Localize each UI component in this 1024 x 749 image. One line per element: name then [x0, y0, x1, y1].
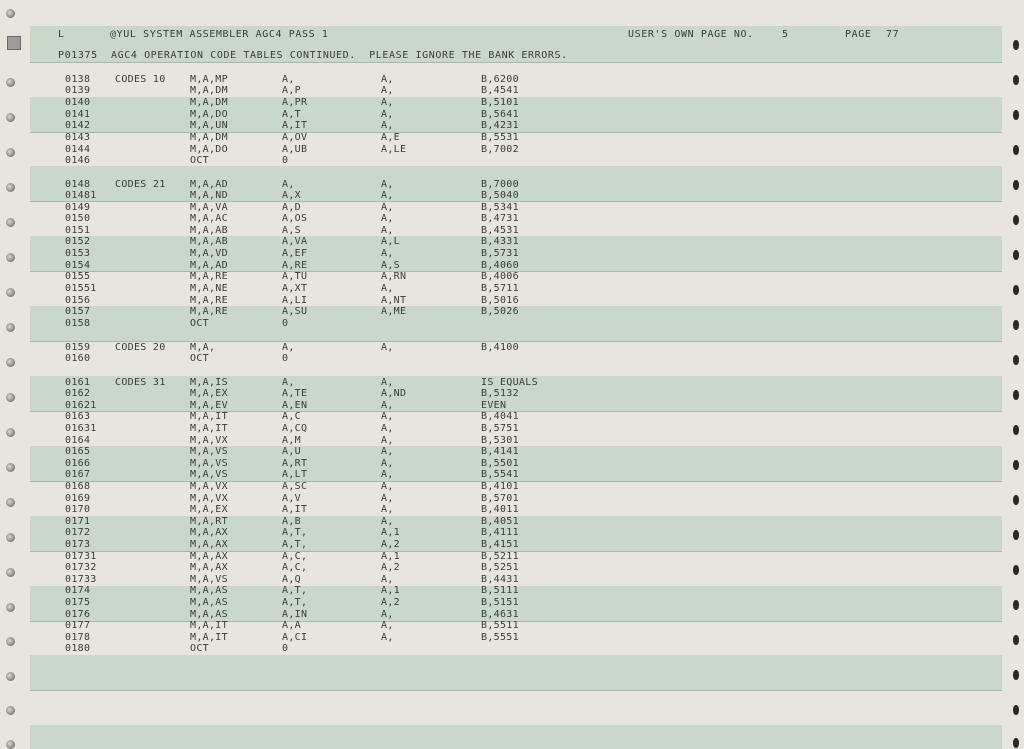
feed-hole [6, 533, 15, 542]
feed-hole [6, 706, 15, 715]
row-a2: A,2 [381, 597, 400, 608]
row-op: M,A,AB [190, 225, 228, 236]
row-op: M,A,VS [190, 574, 228, 585]
row-op: M,A,MP [190, 74, 228, 85]
row-b: B,5541 [481, 469, 519, 480]
row-a1: A,TU [282, 271, 308, 282]
row-a1: A, [282, 179, 295, 190]
feed-hole [6, 358, 15, 367]
row-a1: A,A [282, 620, 301, 631]
row-op: M,A,UN [190, 120, 228, 131]
feed-hole [1013, 215, 1019, 225]
row-op: M,A,IT [190, 411, 228, 422]
feed-hole [1013, 460, 1019, 470]
row-b: B,5151 [481, 597, 519, 608]
row-op: M,A,IS [190, 377, 228, 388]
row-b: B,5301 [481, 435, 519, 446]
row-num: 0174 [65, 585, 91, 596]
feed-hole [1013, 355, 1019, 365]
row-num: 0160 [65, 353, 91, 364]
row-b: B,6200 [481, 74, 519, 85]
row-b: B,4101 [481, 481, 519, 492]
feed-hole [1013, 635, 1019, 645]
row-a1: A, [282, 377, 295, 388]
row-a1: A,OV [282, 132, 308, 143]
row-b: B,4151 [481, 539, 519, 550]
row-a2: A, [381, 493, 394, 504]
feed-hole [1013, 495, 1019, 505]
row-b: B,4141 [481, 446, 519, 457]
row-op: M,A,AS [190, 609, 228, 620]
row-b: B,5501 [481, 458, 519, 469]
row-num: 0152 [65, 236, 91, 247]
row-a1: A,EF [282, 248, 308, 259]
row-a1: A,XT [282, 283, 308, 294]
row-b: B,5026 [481, 306, 519, 317]
row-op: M,A,VX [190, 435, 228, 446]
row-op: OCT [190, 643, 209, 654]
row-a1: A,C, [282, 551, 308, 562]
row-a1: A,T [282, 109, 301, 120]
row-num: 0162 [65, 388, 91, 399]
users-page-number: 5 [782, 29, 789, 40]
feed-hole [6, 148, 15, 157]
feed-hole [6, 498, 15, 507]
row-b: B,4041 [481, 411, 519, 422]
row-a2: A, [381, 225, 394, 236]
row-op: M,A,AS [190, 597, 228, 608]
row-label: CODES 10 [115, 74, 166, 85]
row-b: B,5731 [481, 248, 519, 259]
row-num: 01731 [65, 551, 97, 562]
row-a1: 0 [282, 318, 289, 329]
row-op: M,A, [190, 342, 216, 353]
row-num: 0141 [65, 109, 91, 120]
row-a1: A,RE [282, 260, 308, 271]
row-num: 0161 [65, 377, 91, 388]
row-num: 0159 [65, 342, 91, 353]
row-b: B,4231 [481, 120, 519, 131]
row-a1: 0 [282, 643, 289, 654]
feed-hole [6, 9, 15, 18]
row-op: M,A,IT [190, 632, 228, 643]
row-a1: A,C [282, 411, 301, 422]
row-num: 0151 [65, 225, 91, 236]
row-b: B,4431 [481, 574, 519, 585]
row-op: M,A,RE [190, 271, 228, 282]
row-num: 01732 [65, 562, 97, 573]
row-label: CODES 20 [115, 342, 166, 353]
row-a2: A,S [381, 260, 400, 271]
row-a1: A,RT [282, 458, 308, 469]
feed-hole [6, 323, 15, 332]
row-a2: A, [381, 213, 394, 224]
row-a1: A,T, [282, 539, 308, 550]
row-b: B,5016 [481, 295, 519, 306]
row-b: B,5701 [481, 493, 519, 504]
row-a1: A,SU [282, 306, 308, 317]
row-a2: A,NT [381, 295, 407, 306]
row-a1: A,X [282, 190, 301, 201]
row-b: B,5101 [481, 97, 519, 108]
row-num: 0164 [65, 435, 91, 446]
row-a2: A, [381, 109, 394, 120]
row-num: 01551 [65, 283, 97, 294]
feed-hole [6, 428, 15, 437]
row-b: B,4631 [481, 609, 519, 620]
row-a1: A,CI [282, 632, 308, 643]
feed-hole [6, 740, 15, 749]
row-num: 0149 [65, 202, 91, 213]
row-a2: A,2 [381, 539, 400, 550]
row-op: M,A,AB [190, 236, 228, 247]
row-a2: A, [381, 620, 394, 631]
row-op: M,A,RE [190, 295, 228, 306]
row-a1: A,U [282, 446, 301, 457]
feed-hole [6, 603, 15, 612]
row-op: M,A,VS [190, 458, 228, 469]
row-a2: A, [381, 411, 394, 422]
row-op: M,A,IT [190, 423, 228, 434]
row-num: 0171 [65, 516, 91, 527]
feed-hole [1013, 145, 1019, 155]
listing-marker: L [58, 29, 65, 40]
row-a2: A, [381, 190, 394, 201]
feed-hole [6, 78, 15, 87]
green-band [30, 655, 1002, 690]
row-b: B,5132 [481, 388, 519, 399]
margin-icon [7, 36, 21, 50]
row-op: M,A,AD [190, 260, 228, 271]
row-num: 0166 [65, 458, 91, 469]
row-b: B,4051 [481, 516, 519, 527]
row-num: 0180 [65, 643, 91, 654]
row-num: 0143 [65, 132, 91, 143]
row-a1: A,LI [282, 295, 308, 306]
row-b: B,5641 [481, 109, 519, 120]
row-a2: A, [381, 504, 394, 515]
page-label: PAGE [845, 29, 872, 40]
row-a2: A, [381, 469, 394, 480]
feed-hole [1013, 600, 1019, 610]
row-num: 0170 [65, 504, 91, 515]
row-num: 0154 [65, 260, 91, 271]
row-a1: A,TE [282, 388, 308, 399]
row-a1: A,IT [282, 120, 308, 131]
row-b: B,5711 [481, 283, 519, 294]
feed-hole [1013, 75, 1019, 85]
row-num: 0139 [65, 85, 91, 96]
row-op: M,A,VD [190, 248, 228, 259]
row-op: M,A,DO [190, 144, 228, 155]
row-a2: A, [381, 179, 394, 190]
feed-hole [1013, 670, 1019, 680]
row-b: B,5751 [481, 423, 519, 434]
row-num: 0155 [65, 271, 91, 282]
row-num: 01631 [65, 423, 97, 434]
row-num: 0177 [65, 620, 91, 631]
feed-hole [6, 568, 15, 577]
row-b: B,5040 [481, 190, 519, 201]
row-a1: A,IN [282, 609, 308, 620]
row-a2: A,ND [381, 388, 407, 399]
row-b: B,5111 [481, 585, 519, 596]
row-op: M,A,VA [190, 202, 228, 213]
row-a2: A, [381, 377, 394, 388]
row-a2: A, [381, 283, 394, 294]
feed-hole [6, 183, 15, 192]
feed-hole [6, 672, 15, 681]
row-op: M,A,AX [190, 551, 228, 562]
row-b: B,5251 [481, 562, 519, 573]
row-num: 0158 [65, 318, 91, 329]
row-a2: A,1 [381, 527, 400, 538]
row-b: EVEN [481, 400, 507, 411]
row-op: M,A,RT [190, 516, 228, 527]
row-num: 0169 [65, 493, 91, 504]
row-op: M,A,AX [190, 527, 228, 538]
row-a2: A, [381, 74, 394, 85]
row-a1: A,UB [282, 144, 308, 155]
band-rule [30, 62, 1002, 63]
row-num: 01733 [65, 574, 97, 585]
row-num: 0157 [65, 306, 91, 317]
row-op: M,A,RE [190, 306, 228, 317]
row-num: 0146 [65, 155, 91, 166]
row-a2: A, [381, 248, 394, 259]
row-op: M,A,EX [190, 504, 228, 515]
row-a2: A, [381, 481, 394, 492]
right-feed-holes [996, 0, 1024, 749]
row-b: B,4060 [481, 260, 519, 271]
row-op: M,A,IT [190, 620, 228, 631]
feed-hole [1013, 738, 1019, 748]
row-a1: A,CQ [282, 423, 308, 434]
row-a2: A, [381, 435, 394, 446]
row-b: B,5211 [481, 551, 519, 562]
row-a1: A,M [282, 435, 301, 446]
row-num: 0156 [65, 295, 91, 306]
row-a2: A, [381, 574, 394, 585]
row-a2: A, [381, 342, 394, 353]
row-b: B,5531 [481, 132, 519, 143]
row-a2: A, [381, 85, 394, 96]
row-num: 0173 [65, 539, 91, 550]
listing-subtitle: P01375 AGC4 OPERATION CODE TABLES CONTINUED. PLEASE IGNORE THE BANK ERRORS. [58, 50, 568, 61]
feed-hole [6, 393, 15, 402]
feed-hole [1013, 390, 1019, 400]
row-b: B,4011 [481, 504, 519, 515]
row-a2: A,LE [381, 144, 407, 155]
row-a1: A,OS [282, 213, 308, 224]
row-b: B,4006 [481, 271, 519, 282]
row-op: M,A,ND [190, 190, 228, 201]
row-num: 0153 [65, 248, 91, 259]
row-a2: A, [381, 202, 394, 213]
row-num: 0178 [65, 632, 91, 643]
row-a2: A, [381, 423, 394, 434]
row-num: 0165 [65, 446, 91, 457]
row-op: OCT [190, 353, 209, 364]
row-a1: A,T, [282, 585, 308, 596]
row-num: 0172 [65, 527, 91, 538]
row-op: M,A,DM [190, 97, 228, 108]
row-a2: A,ME [381, 306, 407, 317]
row-op: M,A,NE [190, 283, 228, 294]
feed-hole [1013, 180, 1019, 190]
row-b: B,7002 [481, 144, 519, 155]
row-a1: A,D [282, 202, 301, 213]
row-a1: 0 [282, 155, 289, 166]
feed-hole [6, 637, 15, 646]
row-num: 01621 [65, 400, 97, 411]
row-a1: A, [282, 342, 295, 353]
row-op: OCT [190, 155, 209, 166]
row-a1: A,SC [282, 481, 308, 492]
row-a2: A, [381, 120, 394, 131]
feed-hole [1013, 320, 1019, 330]
row-op: OCT [190, 318, 209, 329]
row-op: M,A,VX [190, 481, 228, 492]
row-a2: A,2 [381, 562, 400, 573]
row-b: B,5511 [481, 620, 519, 631]
row-a1: A,Q [282, 574, 301, 585]
row-a2: A,E [381, 132, 400, 143]
row-b: B,4531 [481, 225, 519, 236]
row-op: M,A,VS [190, 446, 228, 457]
row-a1: A,EN [282, 400, 308, 411]
row-a2: A,RN [381, 271, 407, 282]
row-num: 0168 [65, 481, 91, 492]
feed-hole [1013, 250, 1019, 260]
feed-hole [6, 218, 15, 227]
row-a2: A,1 [381, 551, 400, 562]
row-b: B,7000 [481, 179, 519, 190]
row-b: B,5341 [481, 202, 519, 213]
row-num: 01481 [65, 190, 97, 201]
row-a1: A,B [282, 516, 301, 527]
row-a1: A,T, [282, 597, 308, 608]
row-num: 0163 [65, 411, 91, 422]
row-a2: A,1 [381, 585, 400, 596]
row-a1: A,P [282, 85, 301, 96]
left-feed-holes [0, 0, 28, 749]
row-b: B,4100 [481, 342, 519, 353]
row-a1: A,S [282, 225, 301, 236]
row-label: CODES 31 [115, 377, 166, 388]
row-b: IS EQUALS [481, 377, 538, 388]
row-a2: A, [381, 632, 394, 643]
row-a2: A, [381, 446, 394, 457]
row-num: 0175 [65, 597, 91, 608]
row-b: B,4331 [481, 236, 519, 247]
users-page-label: USER'S OWN PAGE NO. [628, 29, 754, 40]
feed-hole [6, 253, 15, 262]
feed-hole [6, 463, 15, 472]
row-a2: A, [381, 516, 394, 527]
feed-hole [6, 113, 15, 122]
row-num: 0142 [65, 120, 91, 131]
row-a2: A, [381, 400, 394, 411]
row-op: M,A,VS [190, 469, 228, 480]
feed-hole [1013, 110, 1019, 120]
row-a2: A, [381, 458, 394, 469]
row-label: CODES 21 [115, 179, 166, 190]
row-a1: A,LT [282, 469, 308, 480]
feed-hole [1013, 285, 1019, 295]
row-op: M,A,DM [190, 132, 228, 143]
row-op: M,A,AC [190, 213, 228, 224]
green-band [30, 725, 1002, 749]
row-a1: A,C, [282, 562, 308, 573]
row-a2: A,L [381, 236, 400, 247]
row-op: M,A,DM [190, 85, 228, 96]
feed-hole [1013, 530, 1019, 540]
row-num: 0144 [65, 144, 91, 155]
row-a1: A,PR [282, 97, 308, 108]
band-rule [30, 690, 1002, 691]
feed-hole [1013, 40, 1019, 50]
row-a1: A, [282, 74, 295, 85]
row-num: 0176 [65, 609, 91, 620]
row-op: M,A,AX [190, 562, 228, 573]
row-op: M,A,DO [190, 109, 228, 120]
row-a1: A,V [282, 493, 301, 504]
row-num: 0140 [65, 97, 91, 108]
row-num: 0138 [65, 74, 91, 85]
feed-hole [1013, 565, 1019, 575]
row-a1: A,T, [282, 527, 308, 538]
row-op: M,A,AX [190, 539, 228, 550]
page-number: 77 [886, 29, 900, 40]
row-op: M,A,EV [190, 400, 228, 411]
row-op: M,A,AS [190, 585, 228, 596]
row-b: B,4111 [481, 527, 519, 538]
row-a1: 0 [282, 353, 289, 364]
row-b: B,4731 [481, 213, 519, 224]
row-a2: A, [381, 97, 394, 108]
row-a2: A, [381, 609, 394, 620]
row-op: M,A,VX [190, 493, 228, 504]
row-b: B,4541 [481, 85, 519, 96]
row-b: B,5551 [481, 632, 519, 643]
feed-hole [6, 288, 15, 297]
row-op: M,A,EX [190, 388, 228, 399]
row-num: 0167 [65, 469, 91, 480]
row-a1: A,VA [282, 236, 308, 247]
row-op: M,A,AD [190, 179, 228, 190]
feed-hole [1013, 705, 1019, 715]
row-num: 0150 [65, 213, 91, 224]
feed-hole [1013, 425, 1019, 435]
listing-title: @YUL SYSTEM ASSEMBLER AGC4 PASS 1 [110, 29, 329, 40]
row-a1: A,IT [282, 504, 308, 515]
row-num: 0148 [65, 179, 91, 190]
